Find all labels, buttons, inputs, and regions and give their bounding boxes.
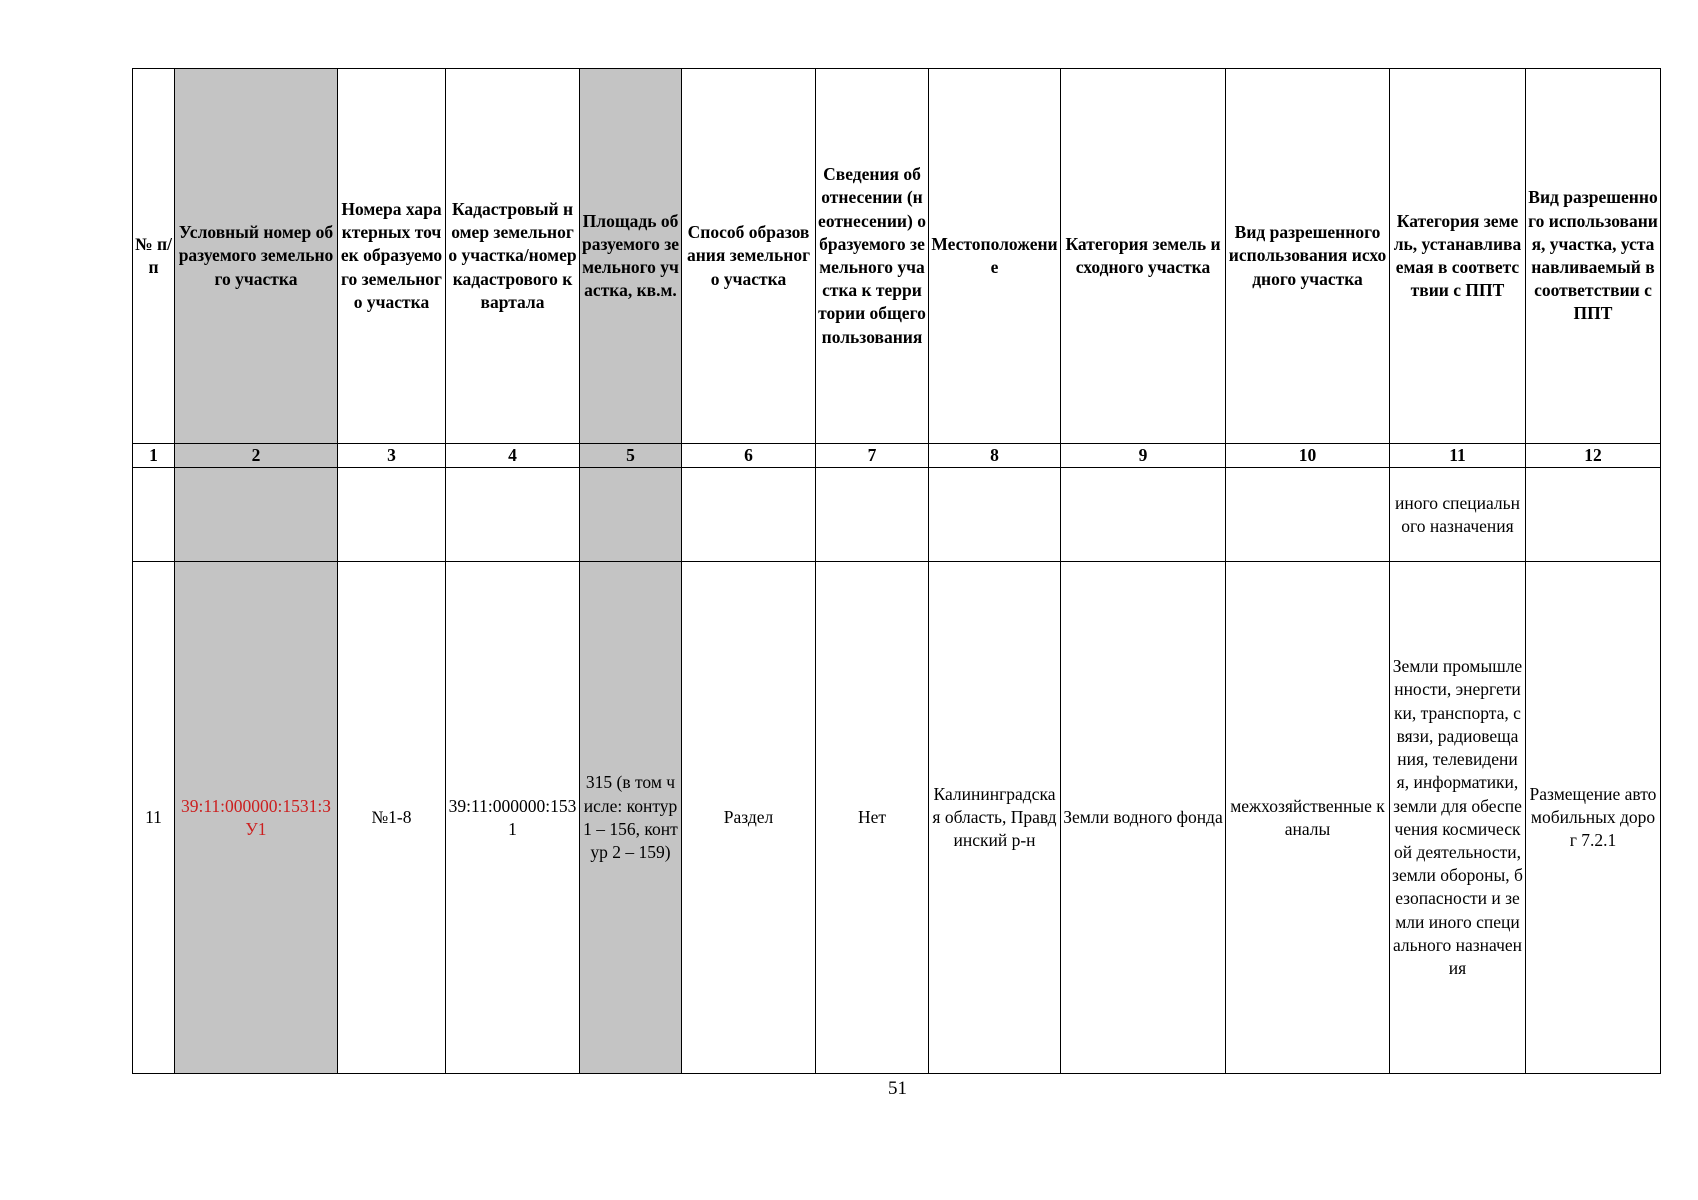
conditional-number: 39:11:000000:1531:ЗУ1 xyxy=(175,562,338,1074)
column-number: 12 xyxy=(1526,444,1661,468)
table-cell xyxy=(682,468,816,562)
column-number: 6 xyxy=(682,444,816,468)
column-number: 10 xyxy=(1226,444,1390,468)
column-number-row xyxy=(133,444,1661,468)
column-number: 1 xyxy=(133,444,175,468)
table-cell xyxy=(175,468,338,562)
table-cell xyxy=(929,468,1061,562)
column-number: 5 xyxy=(580,444,682,468)
table-cell xyxy=(338,468,446,562)
header-row xyxy=(133,69,1661,444)
page-number: 51 xyxy=(888,1078,907,1099)
column-number: 2 xyxy=(175,444,338,468)
column-number: 11 xyxy=(1390,444,1526,468)
source-permitted-use: межхозяйственные каналы xyxy=(1226,562,1390,1074)
column-number: 4 xyxy=(446,444,580,468)
header-cell-ppt-use: Вид разрешенного использования, участка, устанавливаемый в соответствии с ППТ xyxy=(1526,69,1661,444)
table-row xyxy=(133,562,1661,1074)
source-land-category: Земли водного фонда xyxy=(1061,562,1226,1074)
header-cell-source-category: Категория земель исходного участка xyxy=(1061,69,1226,444)
table-cell xyxy=(580,468,682,562)
table-cell xyxy=(446,468,580,562)
table-cell xyxy=(1526,468,1661,562)
header-cell-conditional-number: Условный номер образуемого земельного участка xyxy=(175,69,338,444)
header-cell-area: Площадь образуемого земельного участка, кв.м. xyxy=(580,69,682,444)
public-use-status: Нет xyxy=(816,562,929,1074)
column-number: 7 xyxy=(816,444,929,468)
location: Калининградская область, Правдинский р-н xyxy=(929,562,1061,1074)
continuation-ppt-category: иного специального назначения xyxy=(1390,468,1526,562)
characteristic-points: №1-8 xyxy=(338,562,446,1074)
column-number: 9 xyxy=(1061,444,1226,468)
header-cell-method: Способ образования земельного участка xyxy=(682,69,816,444)
table-cell xyxy=(816,468,929,562)
ppt-land-category: Земли промышленности, энергетики, транспорта, связи, радиовещания, телевидения, информатики, земли для обеспечения космической деятельности, земли обороны, безопасности и земли иного специального назначения xyxy=(1390,562,1526,1074)
ppt-permitted-use: Размещение автомобильных дорог 7.2.1 xyxy=(1526,562,1661,1074)
column-number: 3 xyxy=(338,444,446,468)
cadastral-number: 39:11:000000:1531 xyxy=(446,562,580,1074)
header-cell-cadastral: Кадастровый номер земельного участка/номер кадастрового квартала xyxy=(446,69,580,444)
header-cell-public-use: Сведения об отнесении (неотнесении) образуемого земельного участка к территории общего пользования xyxy=(816,69,929,444)
header-cell-points: Номера характерных точек образуемого земельного участка xyxy=(338,69,446,444)
header-cell-source-use: Вид разрешенного использования исходного участка xyxy=(1226,69,1390,444)
header-cell-location: Местоположение xyxy=(929,69,1061,444)
column-number: 8 xyxy=(929,444,1061,468)
header-cell-ppt-category: Категория земель, устанавливаемая в соответствии с ППТ xyxy=(1390,69,1526,444)
formation-method: Раздел xyxy=(682,562,816,1074)
row-number: 11 xyxy=(133,562,175,1074)
table-cell xyxy=(133,468,175,562)
table-cell xyxy=(1226,468,1390,562)
land-plot-table xyxy=(132,68,1661,1074)
header-cell-num: № п/ п xyxy=(133,69,175,444)
continuation-row xyxy=(133,468,1661,562)
plot-area: 315 (в том числе: контур 1 – 156, контур 2 – 159) xyxy=(580,562,682,1074)
table-cell xyxy=(1061,468,1226,562)
